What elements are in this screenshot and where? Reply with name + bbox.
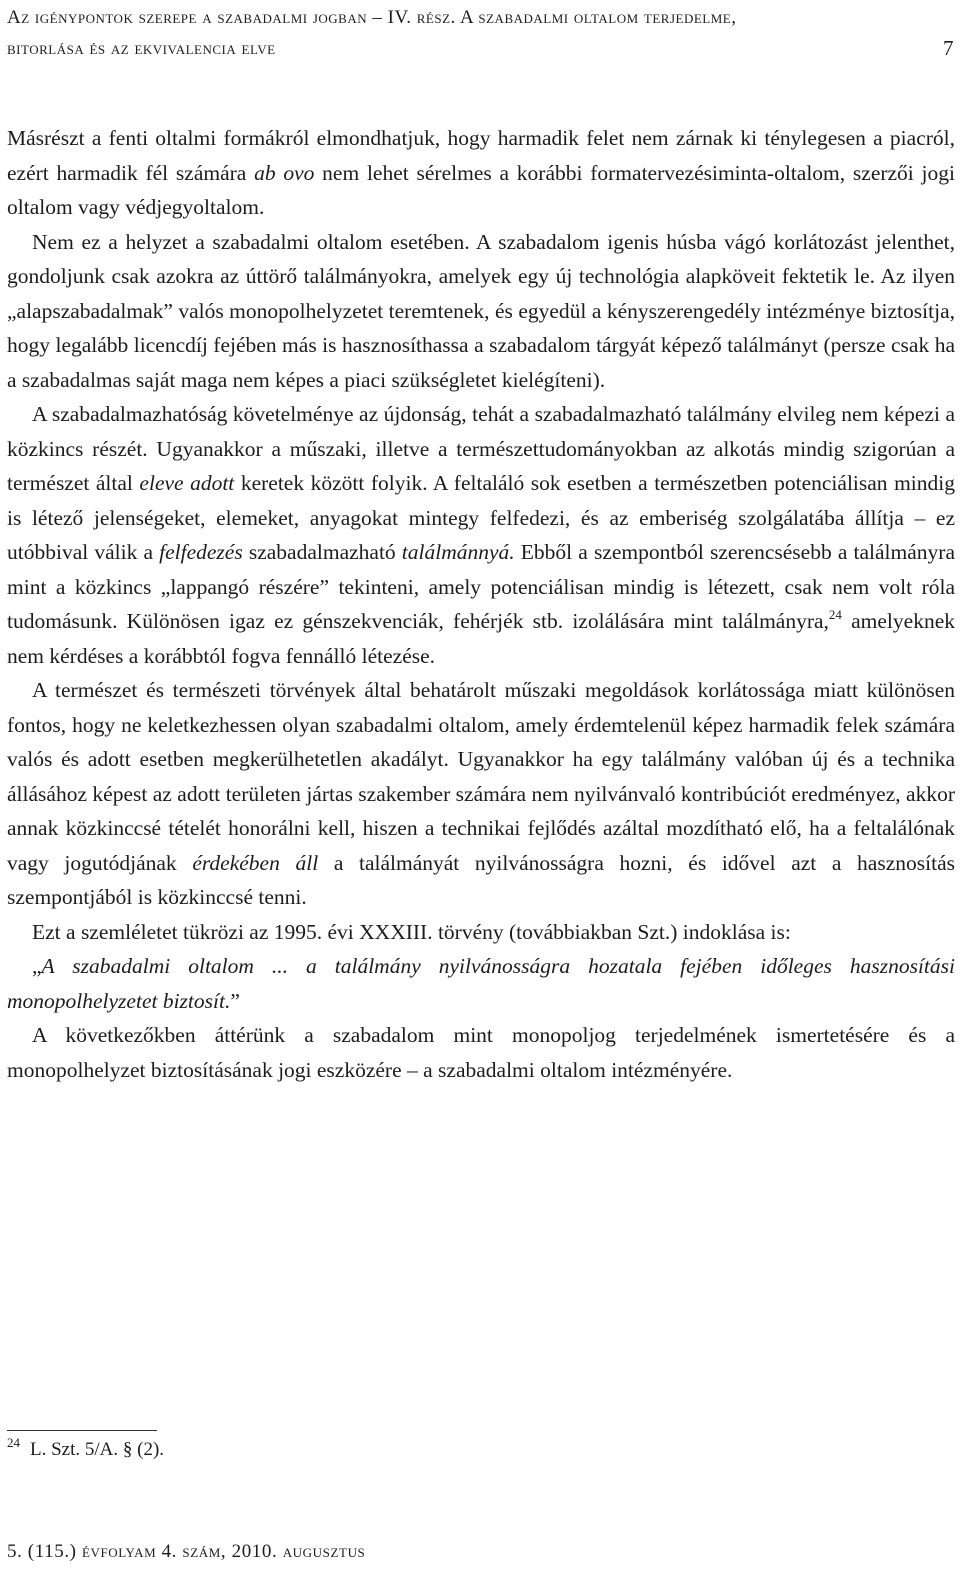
paragraph: Ezt a szemléletet tükrözi az 1995. évi XXXIII. törvény (továbbiakban Szt.) indoklása is: <box>32 919 791 944</box>
italic-phrase: felfedezés <box>159 540 243 564</box>
header-title-line-2: bitorlása és az ekvivalencia elve <box>7 38 276 59</box>
text-span: a találmányát nyilvánosságra hozni, és idővel azt a hasznosítás szempontjából is közkinccsé tenni. <box>7 850 955 909</box>
page-number: 7 <box>943 36 954 60</box>
paragraph <box>7 121 955 225</box>
text-span: keretek között folyik. A feltaláló sok esetben a természetben potenciálisan mindig is létező jelenségeket, elemeket, anyagokat mintegy felfedezi, és az emberiség szolgálatába állítja – ez utóbbival válik a <box>7 471 956 564</box>
italic-phrase: eleve adott <box>139 471 235 495</box>
paragraph: Nem ez a helyzet a szabadalmi oltalom esetében. A szabadalom igenis húsba vágó korlátozást jelenthet, gondoljunk csak azokra az úttörő találmányokra, amelyek egy új technológia alapköveit fektetik le. Az ilyen „alapszabadalmak” valós monopolhelyzetet teremtenek, és egyedül a kényszerengedély intézménye biztosítja, hogy legalább licencdíj fejében más is hasznosíthassa a szabadalom tárgyát képező találmányt (persze csak ha a szabadalmas saját maga nem képes a piaci szükségletet kielégíteni). <box>7 229 955 392</box>
text-span: A természet és természeti törvények által behatárolt műszaki megoldások korlátossága miatt különösen fontos, hogy ne keletkezhessen olyan szabadalmi oltalom, amely érdemtelenül képez harmadik felek számára valós és adott esetben megkerülhetetlen akadályt. Ugyanakkor ha egy találmány valóban új és a technika állásához képest az adott területen jártas szakember számára nem nyilvánvaló kontribúciót eredményez, akkor annak közkinccsé tételét honorálni kell, hiszen a technikai fejlődés azáltal mozdítható elő, ha a feltalálónak vagy jogutódjának <box>7 678 955 875</box>
italic-phrase: ab ovo <box>254 160 315 185</box>
running-header <box>7 2 957 64</box>
body-text <box>7 121 955 1087</box>
text-span: szabadalmazható <box>242 540 402 564</box>
footnote-text: L. Szt. 5/A. § (2). <box>30 1439 165 1460</box>
italic-phrase: érdekében áll <box>192 850 319 875</box>
text-span: A szabadalmazhatóság követelménye az újdonság, tehát a szabadalmazható találmány elvileg nem képezi a közkincs részét. Ugyanakkor a műszaki, illetve a természettudományokban az alkotás mindig szigorúan a természet által <box>7 402 955 495</box>
running-footer: 5. (115.) évfolyam 4. szám, 2010. augusztus <box>7 1541 366 1562</box>
quote-open-mark: „ <box>32 954 42 978</box>
text-span: amelyeknek nem kérdéses a korábbtól fogva fennálló létezése. <box>7 609 955 668</box>
footnote-reference[interactable]: 24 <box>828 607 842 622</box>
paragraph <box>7 673 955 915</box>
quoted-text: A szabadalmi oltalom ... a találmány nyilvánosságra hozatala fejében időleges hasznosítási monopolhelyzetet biztosít. <box>7 954 955 1013</box>
text-span: Másrészt a fenti oltalmi formákról elmondhatjuk, hogy harmadik felet nem zárnak ki ténylegesen a piacról, ezért harmadik fél számára <box>7 126 955 185</box>
italic-phrase: találmánnyá. <box>401 540 515 564</box>
paragraph <box>7 397 955 673</box>
paragraph: A következőkben áttérünk a szabadalom mint monopoljog terjedelmének ismertetésére és a monopolhelyzet biztosításának jogi eszközére – a szabadalmi oltalom intézményére. <box>7 1023 955 1082</box>
text-span: Ebből a szempontból szerencsésebb a találmányra mint a közkincs „lappangó részére” tekinteni, amely potenciálisan mindig is létezett, csak nem volt róla tudomásunk. Különösen igaz ez génszekvenciák, fehérjék stb. izolálására mint találmányra, <box>7 540 955 633</box>
text-span: nem lehet sérelmes a korábbi formatervezésiminta-oltalom, szerzői jogi oltalom vagy védjegyoltalom. <box>7 160 955 219</box>
footnote <box>7 1436 164 1464</box>
block-quote <box>7 949 955 1018</box>
footnote-number: 24 <box>7 1435 20 1450</box>
footnote-divider <box>7 1430 157 1431</box>
header-title-line-1: Az igénypontok szerepe a szabadalmi jogban – IV. rész. A szabadalmi oltalom terjedelme, <box>7 7 737 28</box>
quote-close-mark: ” <box>230 988 240 1013</box>
